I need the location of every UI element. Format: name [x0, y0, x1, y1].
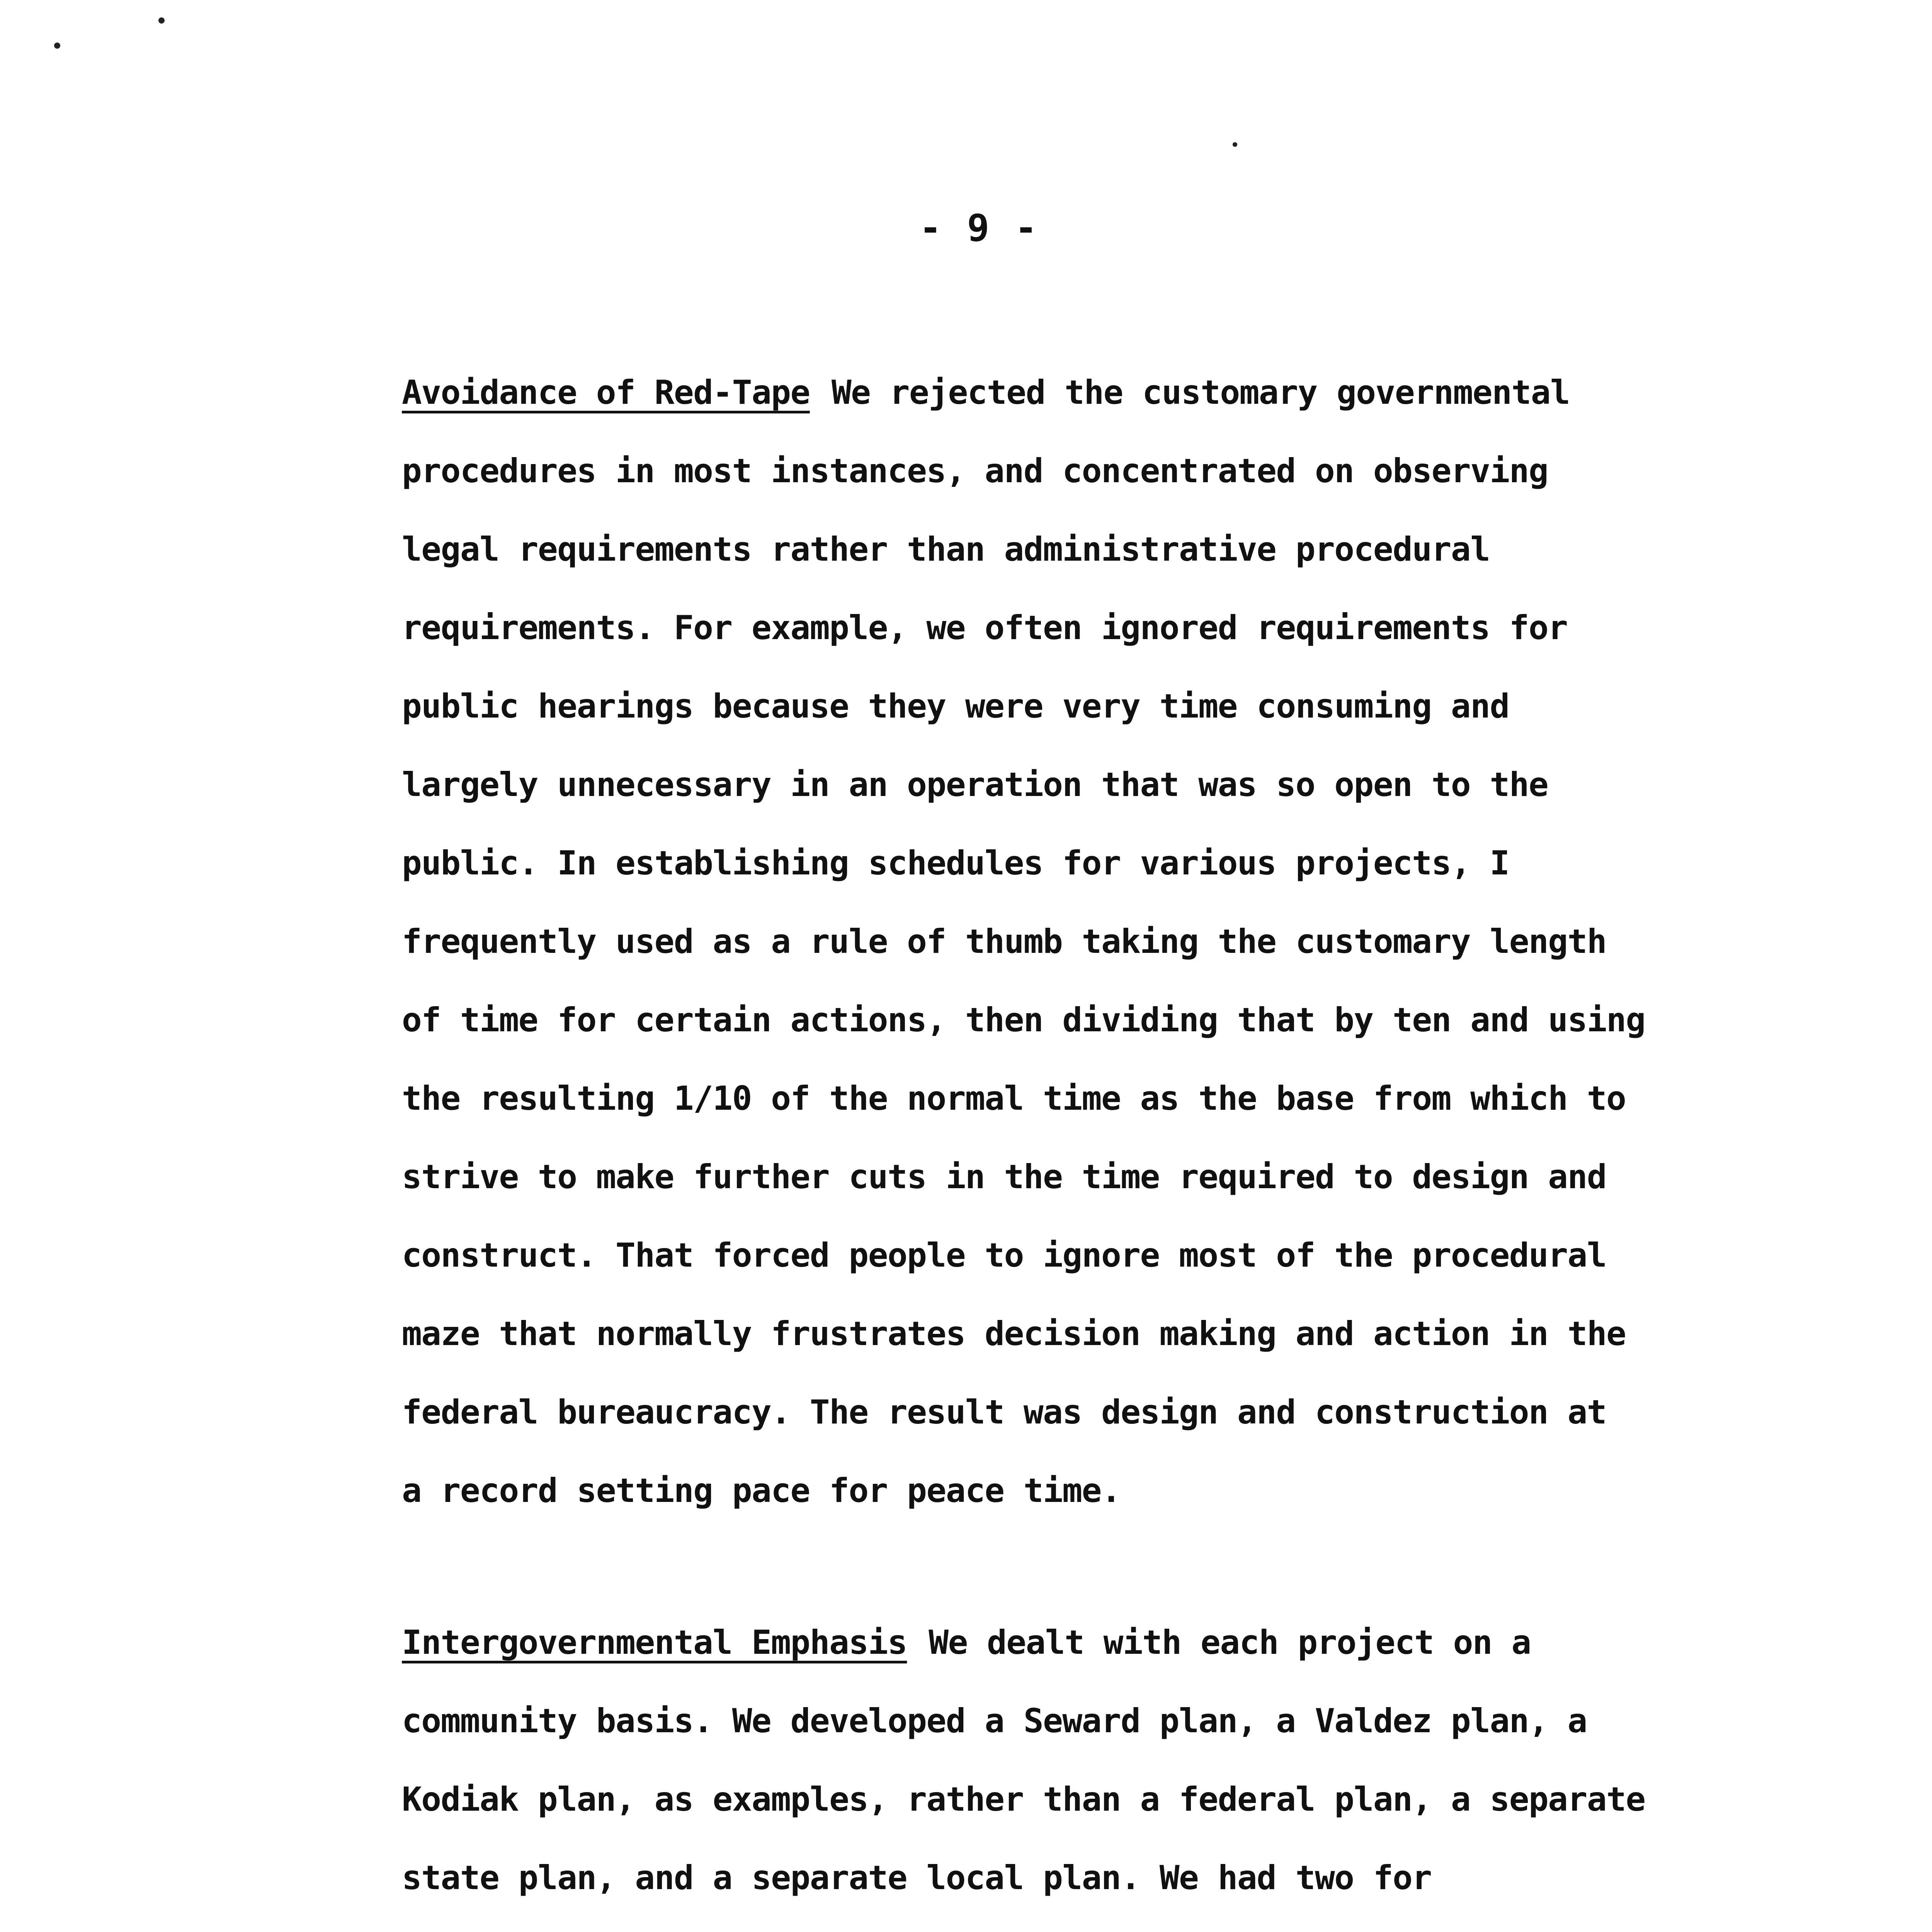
- paragraph-line: [402, 354, 1696, 432]
- paragraph-line: the resulting 1/10 of the normal time as the base from which to: [402, 1079, 1626, 1118]
- section-intergovernmental-emphasis: [402, 1604, 1696, 1932]
- line-text: We rejected the customary governmental: [831, 373, 1570, 412]
- paragraph-line: federal bureaucracy. The result was design and construction at: [402, 1393, 1607, 1432]
- paragraph-line: state plan, and a separate local plan. We had two for: [402, 1859, 1432, 1897]
- paragraph-line: frequently used as a rule of thumb taking the customary length: [402, 922, 1607, 961]
- section-avoidance-of-red-tape: [402, 354, 1696, 1530]
- paragraph-line: Kodiak plan, as examples, rather than a federal plan, a separate: [402, 1780, 1645, 1819]
- paragraph-line: of time for certain actions, then dividing that by ten and using: [402, 1001, 1645, 1039]
- paragraph-line: procedures in most instances, and concentrated on observing: [402, 452, 1548, 490]
- paragraph-line: maze that normally frustrates decision making and action in the: [402, 1315, 1626, 1353]
- paragraph-line: [402, 1604, 1696, 1682]
- line-text: We dealt with each project on a: [929, 1623, 1531, 1662]
- paragraph-line: public hearings because they were very time consuming and: [402, 687, 1509, 726]
- section-heading: Intergovernmental Emphasis: [402, 1623, 907, 1662]
- paragraph-line: [402, 1917, 1696, 1932]
- paragraph-line: community basis. We developed a Seward plan, a Valdez plan, a: [402, 1702, 1587, 1740]
- scan-speck: [54, 43, 60, 49]
- paragraph-line: construct. That forced people to ignore most of the procedural: [402, 1236, 1607, 1275]
- scan-speck: [158, 17, 165, 24]
- paragraph-line: strive to make further cuts in the time required to design and: [402, 1158, 1607, 1196]
- scan-speck: [1233, 142, 1237, 147]
- paragraph-line: public. In establishing schedules for various projects, I: [402, 844, 1509, 883]
- section-heading: Avoidance of Red-Tape: [402, 373, 810, 412]
- paragraph-line: largely unnecessary in an operation that was so open to the: [402, 765, 1548, 804]
- paragraph-line: requirements. For example, we often ignored requirements for: [402, 609, 1568, 647]
- paragraph-line: a record setting pace for peace time.: [402, 1471, 1121, 1510]
- page-number: - 9 -: [919, 206, 1039, 250]
- paragraph-line: legal requirements rather than administrative procedural: [402, 530, 1490, 569]
